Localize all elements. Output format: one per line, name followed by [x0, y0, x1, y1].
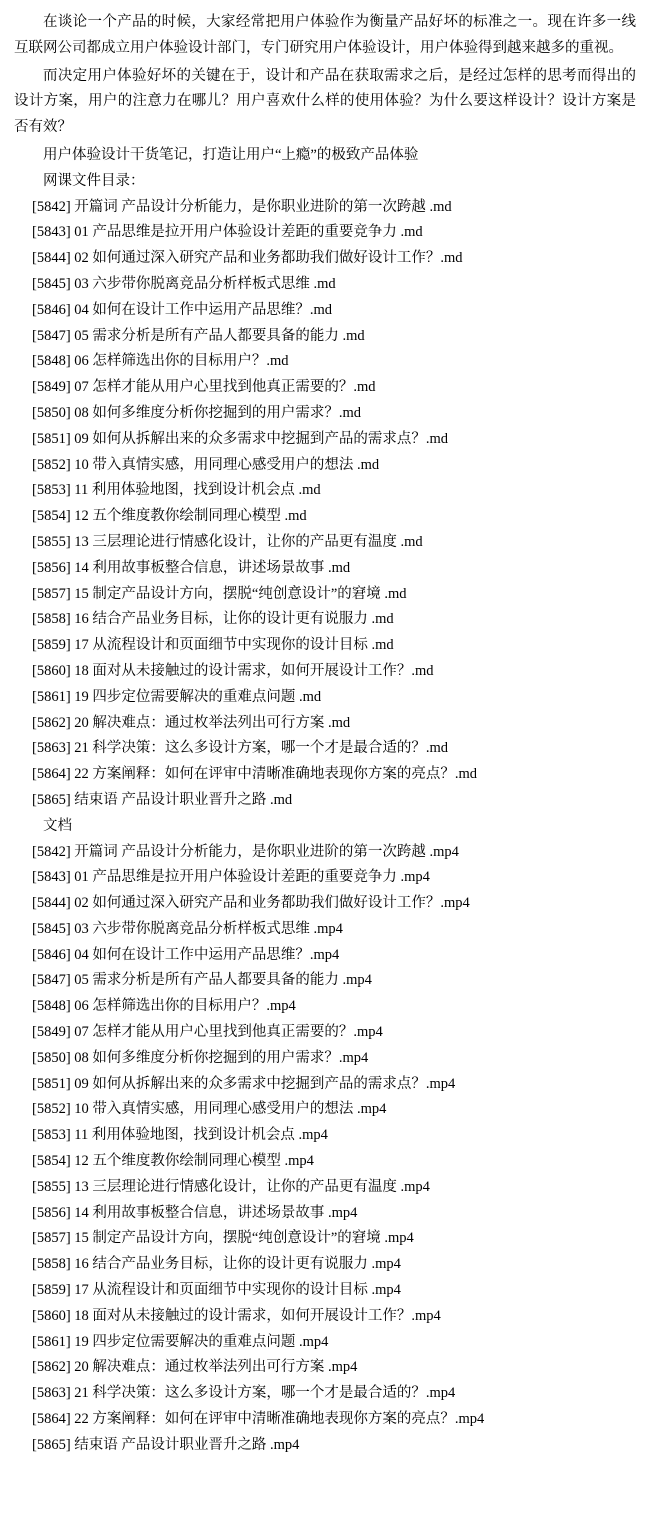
- mp4-file-list: [14, 840, 636, 1459]
- list-item: [5850] 08 如何多维度分析你挖掘到的用户需求？.mp4: [32, 1049, 369, 1066]
- list-item: [5861] 19 四步定位需要解决的重难点问题 .mp4: [32, 1333, 329, 1350]
- list-item: [5849] 07 怎样才能从用户心里找到他真正需要的？.md: [32, 379, 376, 396]
- list-item: [5844] 02 如何通过深入研究产品和业务都助我们做好设计工作？.mp4: [32, 895, 470, 912]
- list-item: [5852] 10 带入真情实感，用同理心感受用户的想法 .md: [32, 456, 380, 473]
- list-item: [5857] 15 制定产品设计方向，摆脱“纯创意设计”的窘境 .md: [32, 585, 407, 602]
- list-item: [5857] 15 制定产品设计方向，摆脱“纯创意设计”的窘境 .mp4: [32, 1230, 414, 1247]
- list-item: [5847] 05 需求分析是所有产品人都要具备的能力 .md: [32, 327, 365, 344]
- list-item: [5848] 06 怎样筛选出你的目标用户？.mp4: [32, 998, 296, 1015]
- catalog-label: 网课文件目录：: [43, 172, 145, 189]
- list-item: [5862] 20 解决难点：通过枚举法列出可行方案 .md: [32, 714, 351, 731]
- document-section-label: 文档: [43, 817, 72, 834]
- list-item: [5843] 01 产品思维是拉开用户体验设计差距的重要竞争力 .mp4: [32, 869, 430, 886]
- list-item: [5859] 17 从流程设计和页面细节中实现你的设计目标 .md: [32, 637, 394, 654]
- list-item: [5862] 20 解决难点：通过枚举法列出可行方案 .mp4: [32, 1359, 358, 1376]
- list-item: [5843] 01 产品思维是拉开用户体验设计差距的重要竞争力 .md: [32, 224, 423, 241]
- list-item: [5864] 22 方案阐释：如何在评审中清晰准确地表现你方案的亮点？.mp4: [32, 1411, 485, 1428]
- list-item: [5864] 22 方案阐释：如何在评审中清晰准确地表现你方案的亮点？.md: [32, 766, 478, 783]
- list-item: [5844] 02 如何通过深入研究产品和业务都助我们做好设计工作？.md: [32, 250, 463, 267]
- list-item: [5853] 11 利用体验地图，找到设计机会点 .mp4: [32, 1127, 328, 1144]
- intro-paragraph-2: 而决定用户体验好坏的关键在于，设计和产品在获取需求之后，是经过怎样的思考而得出的设计方案，用户的注意力在哪儿？用户喜欢什么样的使用体验？为什么要这样设计？设计方案是否有效？: [14, 67, 636, 136]
- list-item: [5861] 19 四步定位需要解决的重难点问题 .md: [32, 688, 322, 705]
- list-item: [5860] 18 面对从未接触过的设计需求，如何开展设计工作？.mp4: [32, 1307, 441, 1324]
- list-item: [5854] 12 五个维度教你绘制同理心模型 .md: [32, 508, 307, 525]
- list-item: [5842] 开篇词 产品设计分析能力，是你职业进阶的第一次跨越 .md: [32, 198, 452, 215]
- list-item: [5851] 09 如何从拆解出来的众多需求中挖掘到产品的需求点？.md: [32, 430, 449, 447]
- list-item: [5858] 16 结合产品业务目标，让你的设计更有说服力 .mp4: [32, 1256, 401, 1273]
- list-item: [5845] 03 六步带你脱离竞品分析样板式思维 .mp4: [32, 920, 343, 937]
- list-item: [5863] 21 科学决策：这么多设计方案，哪一个才是最合适的？.mp4: [32, 1385, 456, 1402]
- list-item: [5865] 结束语 产品设计职业晋升之路 .md: [32, 791, 293, 808]
- list-item: [5847] 05 需求分析是所有产品人都要具备的能力 .mp4: [32, 972, 372, 989]
- list-item: [5846] 04 如何在设计工作中运用产品思维？.mp4: [32, 946, 340, 963]
- list-item: [5860] 18 面对从未接触过的设计需求，如何开展设计工作？.md: [32, 662, 434, 679]
- list-item: [5859] 17 从流程设计和页面细节中实现你的设计目标 .mp4: [32, 1282, 401, 1299]
- list-item: [5865] 结束语 产品设计职业晋升之路 .mp4: [32, 1436, 300, 1453]
- intro-paragraph-1: 在谈论一个产品的时候，大家经常把用户体验作为衡量产品好坏的标准之一。现在许多一线互联网公司都成立用户体验设计部门，专门研究用户体验设计，用户体验得到越来越多的重视。: [14, 14, 636, 56]
- list-item: [5853] 11 利用体验地图，找到设计机会点 .md: [32, 482, 321, 499]
- list-item: [5856] 14 利用故事板整合信息，讲述场景故事 .mp4: [32, 1204, 358, 1221]
- list-item: [5851] 09 如何从拆解出来的众多需求中挖掘到产品的需求点？.mp4: [32, 1075, 456, 1092]
- list-item: [5849] 07 怎样才能从用户心里找到他真正需要的？.mp4: [32, 1024, 383, 1041]
- list-item: [5855] 13 三层理论进行情感化设计，让你的产品更有温度 .md: [32, 533, 423, 550]
- md-file-list: [14, 195, 636, 814]
- list-item: [5863] 21 科学决策：这么多设计方案，哪一个才是最合适的？.md: [32, 740, 449, 757]
- list-item: [5850] 08 如何多维度分析你挖掘到的用户需求？.md: [32, 404, 362, 421]
- list-item: [5842] 开篇词 产品设计分析能力，是你职业进阶的第一次跨越 .mp4: [32, 843, 459, 860]
- list-item: [5848] 06 怎样筛选出你的目标用户？.md: [32, 353, 289, 370]
- list-item: [5852] 10 带入真情实感，用同理心感受用户的想法 .mp4: [32, 1101, 387, 1118]
- list-item: [5854] 12 五个维度教你绘制同理心模型 .mp4: [32, 1153, 314, 1170]
- list-item: [5846] 04 如何在设计工作中运用产品思维？.md: [32, 301, 333, 318]
- list-item: [5858] 16 结合产品业务目标，让你的设计更有说服力 .md: [32, 611, 394, 628]
- list-item: [5845] 03 六步带你脱离竞品分析样板式思维 .md: [32, 275, 336, 292]
- list-item: [5856] 14 利用故事板整合信息，讲述场景故事 .md: [32, 559, 351, 576]
- tagline: 用户体验设计干货笔记，打造让用户“上瘾”的极致产品体验: [43, 146, 419, 163]
- list-item: [5855] 13 三层理论进行情感化设计，让你的产品更有温度 .mp4: [32, 1178, 430, 1195]
